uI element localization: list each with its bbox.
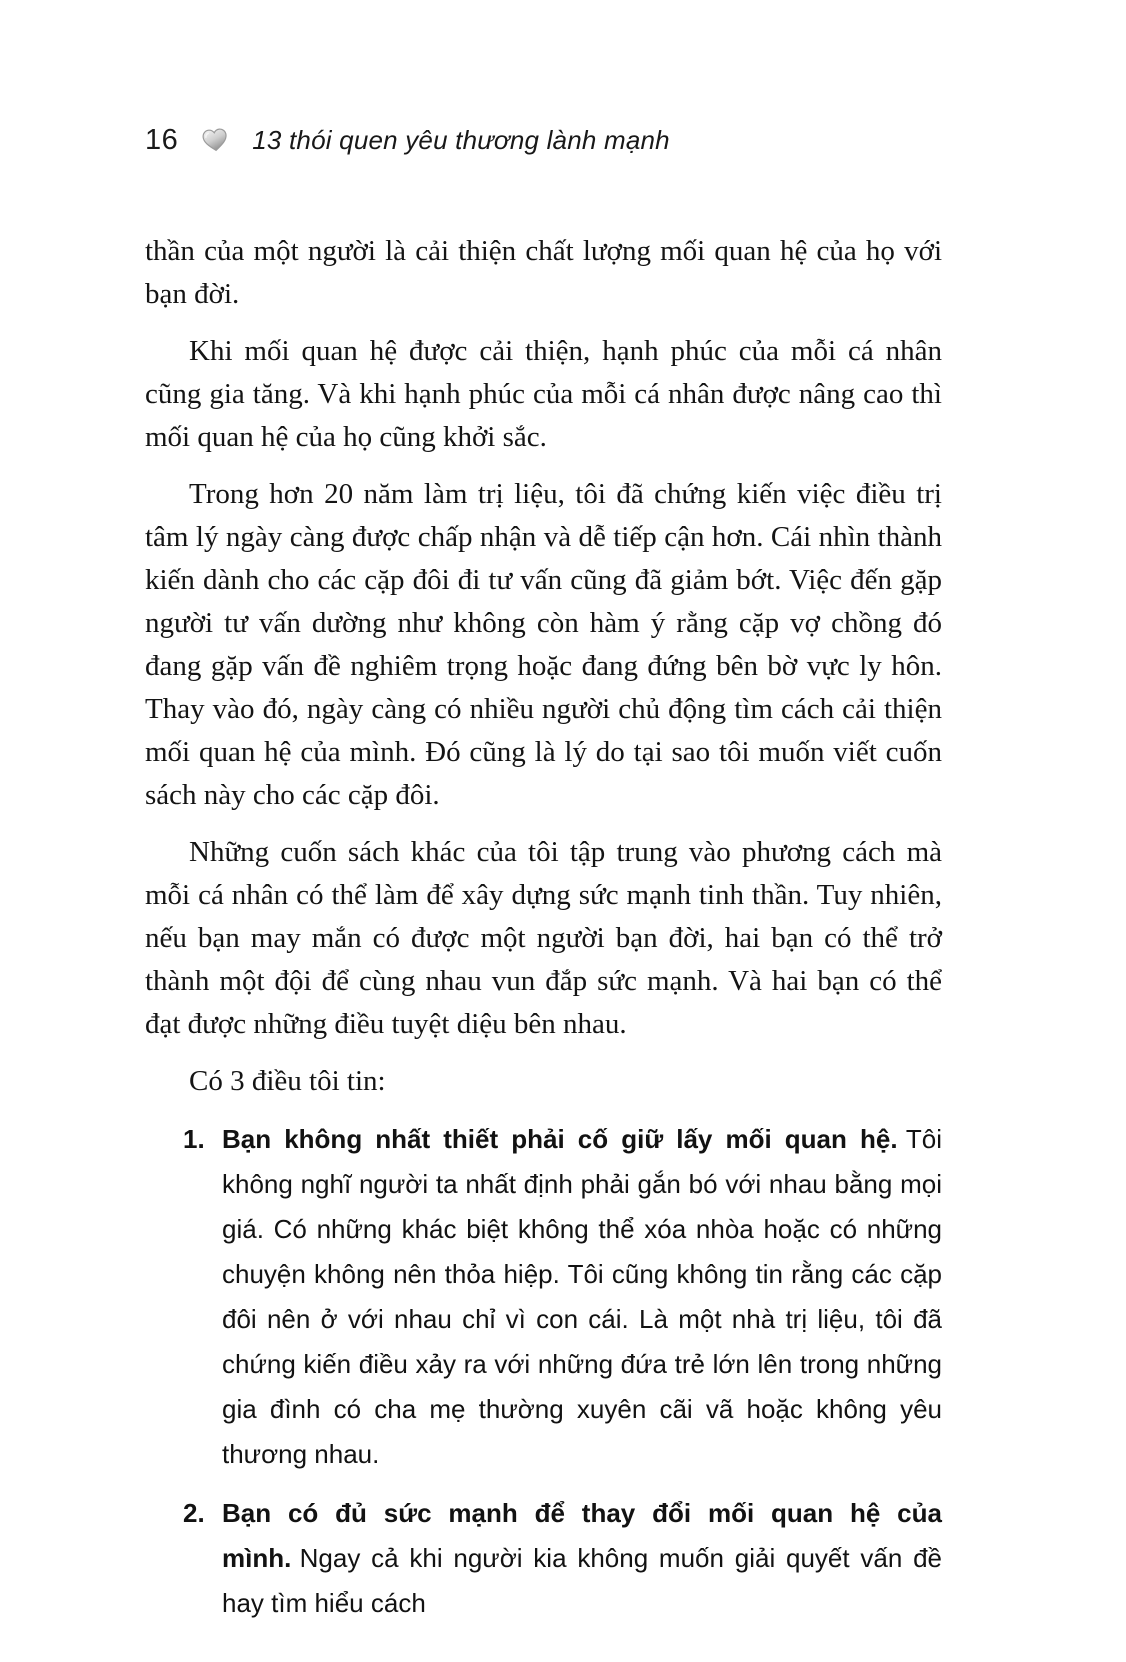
belief-body-text: Tôi không nghĩ người ta nhất định phải gắn bó với nhau bằng mọi giá. Có những khác biệt không thể xóa nhòa hoặc có những chuyện không nên thỏa hiệp. Tôi cũng không tin rằng các cặp đôi nên ở với nhau chỉ vì con cái. Là một nhà trị liệu, tôi đã chứng kiến điều xảy ra với những đứa trẻ lớn lên trong những gia đình có cha mẹ thường xuyên cãi vã hoặc không yêu thương nhau. [222, 1124, 942, 1469]
belief-lead-sentence: Bạn không nhất thiết phải cố giữ lấy mối quan hệ. [222, 1124, 898, 1154]
book-title: 13 thói quen yêu thương lành mạnh [252, 125, 670, 155]
beliefs-intro: Có 3 điều tôi tin: [189, 1065, 386, 1097]
paragraph: Khi mối quan hệ được cải thiện, hạnh phúc của mỗi cá nhân cũng gia tăng. Và khi hạnh phúc của mỗi cá nhân được nâng cao thì mối quan hệ của họ cũng khởi sắc. [145, 335, 942, 453]
paragraph: Trong hơn 20 năm làm trị liệu, tôi đã chứng kiến việc điều trị tâm lý ngày càng được chấp nhận và dễ tiếp cận hơn. Cái nhìn thành kiến dành cho các cặp đôi đi tư vấn cũng đã giảm bớt. Việc đến gặp người tư vấn dường như không còn hàm ý rằng cặp vợ chồng đó đang gặp vấn đề nghiêm trọng hoặc đang đứng bên bờ vực ly hôn. Thay vào đó, ngày càng có nhiều người chủ động tìm cách cải thiện mối quan hệ của mình. Đó cũng là lý do tại sao tôi muốn viết cuốn sách này cho các cặp đôi. [145, 478, 942, 811]
heart-icon [201, 127, 229, 154]
belief-item-1 [145, 1117, 942, 1477]
page-number: 16 [145, 124, 179, 156]
belief-item-2 [145, 1491, 942, 1626]
paragraph-continuation: thần của một người là cải thiện chất lượng mối quan hệ của họ với bạn đời. [145, 235, 942, 310]
paragraph: Những cuốn sách khác của tôi tập trung vào phương cách mà mỗi cá nhân có thể làm để xây dựng sức mạnh tinh thần. Tuy nhiên, nếu bạn may mắn có được một người bạn đời, hai bạn có thể trở thành một đội để cùng nhau vun đắp sức mạnh. Và hai bạn có thể đạt được những điều tuyệt diệu bên nhau. [145, 836, 942, 1040]
beliefs-list [145, 1117, 942, 1626]
page-content [145, 230, 942, 1626]
belief-number: 1. [183, 1124, 205, 1154]
belief-number: 2. [183, 1498, 205, 1528]
running-header [145, 122, 940, 158]
belief-body-text: Ngay cả khi người kia không muốn giải quyết vấn đề hay tìm hiểu cách [222, 1543, 942, 1618]
belief-lead-sentence: Bạn có đủ sức mạnh để thay đổi mối quan hệ của mình. [222, 1498, 942, 1573]
